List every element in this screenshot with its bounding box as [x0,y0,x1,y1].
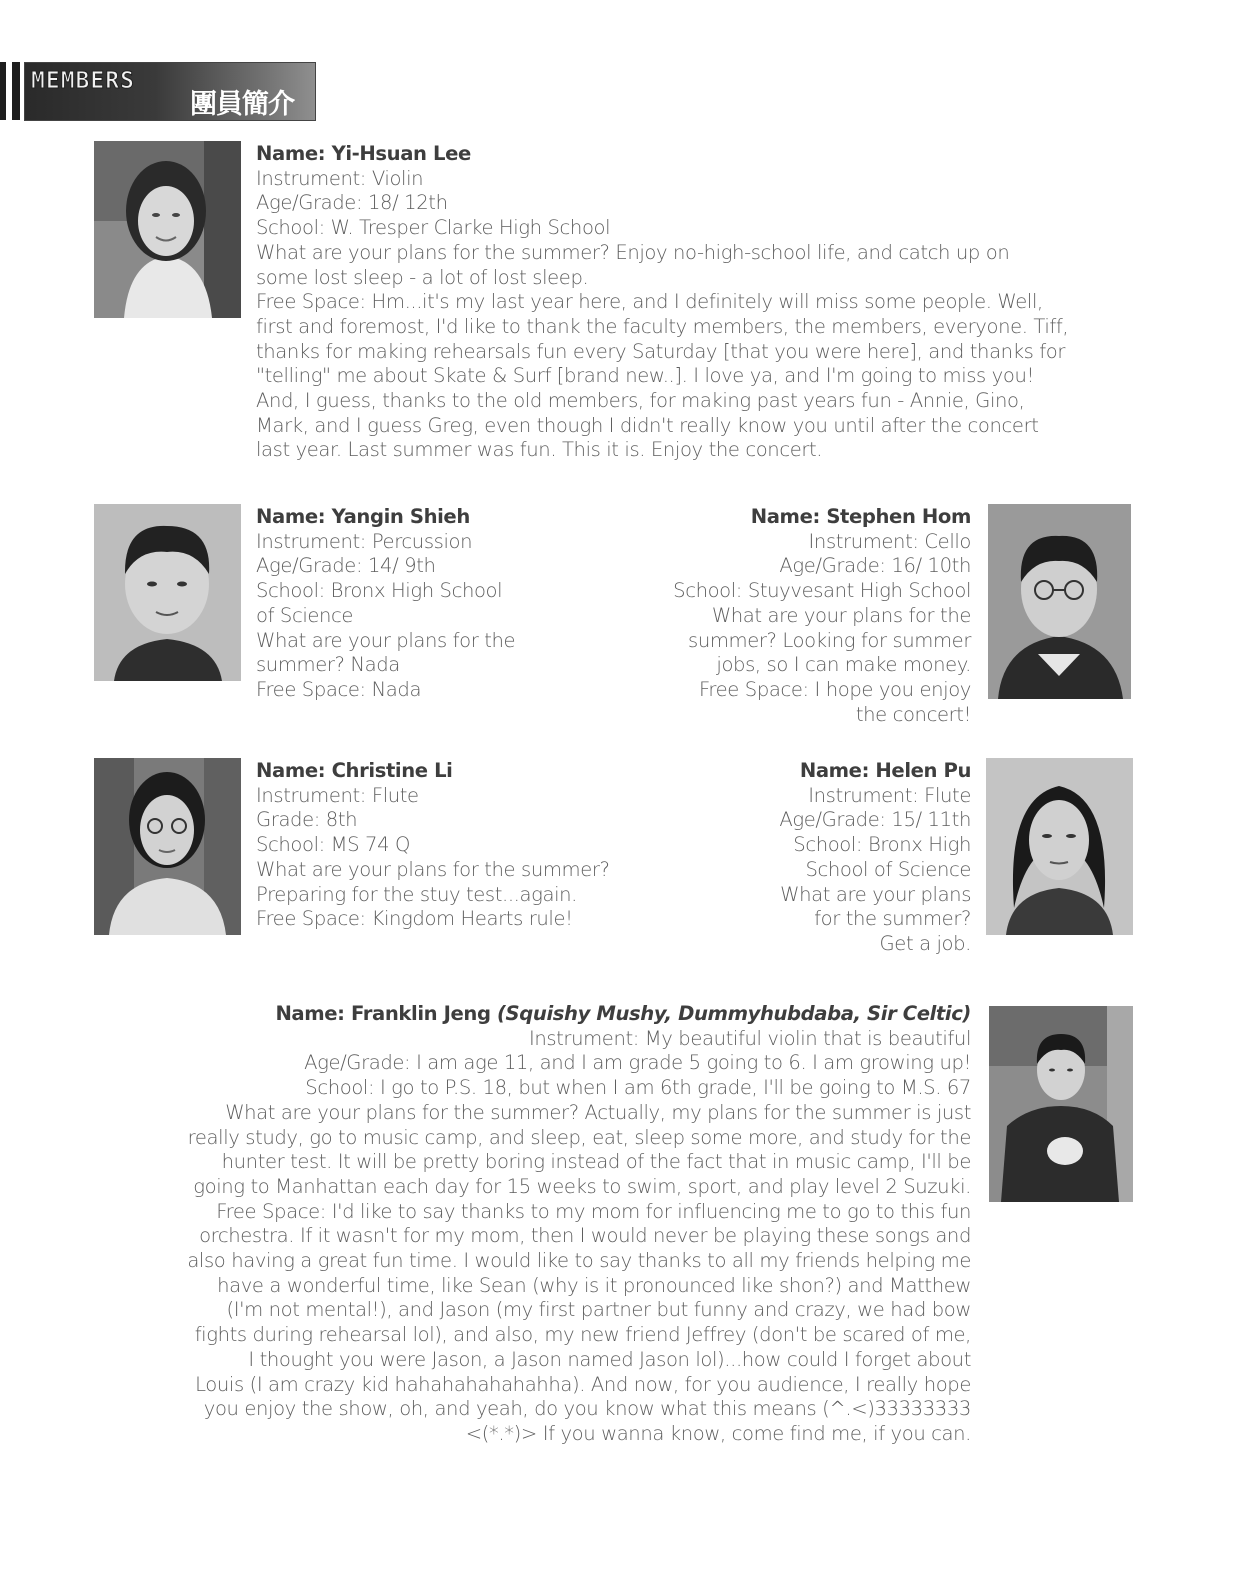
member-line: Free Space: I hope you enjoy [698,677,971,701]
member-line: And, I guess, thanks to the old members, for making past years fun - Annie, Gino, [256,389,1025,413]
member-line: Preparing for the stuy test...again. [256,882,577,906]
member-line: Free Space: Hm...it's my last year here, and I definitely will miss some people. Well, [256,290,1043,314]
member-line: Free Space: Nada [256,677,422,701]
member-franklin-jeng [80,1002,971,1447]
member-line: Age/Grade: 16/ 10th [779,554,971,578]
header-stripe-left [0,62,6,120]
member-line: going to Manhattan each day for 15 weeks to swim, sport, and play level 2 Suzuki. [193,1174,971,1198]
member-line: School: Bronx High School [256,579,503,603]
member-line: Age/Grade: I am age 11, and I am grade 5 going to 6. I am growing up! [304,1051,971,1075]
member-line: (I'm not mental!), and Jason (my first partner but funny and crazy, we had bow [226,1298,971,1322]
member-line: Instrument: Violin [256,166,424,190]
member-line: School: W. Tresper Clarke High School [256,216,611,240]
member-line: Age/Grade: 14/ 9th [256,554,436,578]
member-line: of Science [256,603,354,627]
photo-franklin-jeng [989,1006,1133,1202]
member-line: School: Bronx High [793,833,971,857]
member-name: Name: Helen Pu [799,759,971,782]
member-line: jobs, so I can make money. [716,653,971,677]
member-helen-pu [700,759,971,957]
member-line: summer? Nada [256,653,400,677]
member-yangin-shieh [256,505,636,703]
member-line: Instrument: Flute [808,783,971,807]
member-line: What are your plans for the summer? [256,857,610,881]
member-line: Louis (I am crazy kid hahahahahahahha). And now, for you audience, I really hope [195,1372,971,1396]
member-line: have a wonderful time, like Sean (why is it pronounced like shon?) and Matthew [217,1273,971,1297]
member-line: Instrument: Cello [808,529,971,553]
member-line: What are your plans for the summer? Actually, my plans for the summer is just [225,1100,971,1124]
member-line: some lost sleep - a lot of lost sleep. [256,265,589,289]
member-line: Age/Grade: 15/ 11th [779,808,971,832]
member-line: What are your plans for the summer? Enjoy no-high-school life, and catch up on [256,240,1010,264]
photo-yi-hsuan-lee [94,141,241,318]
member-line: for the summer? [814,907,971,931]
member-name: Name: Franklin Jeng [275,1002,491,1025]
member-line: fights during rehearsal lol), and also, my new friend Jeffrey (don't be scared of me, [194,1323,971,1347]
member-line: really study, go to music camp, and sleep, eat, sleep some more, and study for the [187,1125,971,1149]
member-name: Name: Yangin Shieh [256,505,470,528]
member-line: summer? Looking for summer [688,628,971,652]
member-line: first and foremost, I'd like to thank the faculty members, the members, everyone. Tiff, [256,314,1069,338]
member-line: What are your plans for the [711,603,971,627]
member-line: School: I go to P.S. 18, but when I am 6th grade, I'll be going to M.S. 67 [305,1076,971,1100]
photo-stephen-hom [988,504,1131,699]
member-line: School of Science [805,857,971,881]
member-name: Name: Yi-Hsuan Lee [256,142,471,165]
member-line: School: Stuyvesant High School [673,579,971,603]
member-line: Instrument: My beautiful violin that is beautiful [528,1026,971,1050]
member-line: Instrument: Percussion [256,529,473,553]
member-line: "telling" me about Skate & Surf [brand new..]. I love ya, and I'm going to miss you! [256,364,1034,388]
member-line: Free Space: Kingdom Hearts rule! [256,907,573,931]
member-line: thanks for making rehearsals fun every Saturday [that you were here], and thanks for [256,339,1066,363]
header-title-zh: 團員簡介 [190,89,294,120]
photo-christine-li [94,758,241,935]
member-line: also having a great fun time. I would like to say thanks to all my friends helping me [187,1249,971,1273]
photo-helen-pu [986,758,1133,935]
member-alias: (Squishy Mushy, Dummyhubdaba, Sir Celtic) [497,1002,971,1025]
member-name: Name: Christine Li [256,759,453,782]
member-line: hunter test. It will be pretty boring instead of the fact that in music camp, I'll be [221,1150,971,1174]
photo-yangin-shieh [94,504,241,681]
member-line: Free Space: I'd like to say thanks to my mom for influencing me to go to this fun [216,1199,971,1223]
member-yi-hsuan-lee [256,142,1156,463]
member-line: What are your plans for the [256,628,516,652]
member-line: What are your plans [780,882,971,906]
member-line: the concert! [855,702,971,726]
member-line: School: MS 74 Q [256,833,411,857]
member-line: orchestra. If it wasn't for my mom, then I would never be playing these songs and [199,1224,971,1248]
member-stephen-hom [600,505,971,727]
member-line: Get a job. [879,931,971,955]
member-line: Mark, and I guess Greg, even though I didn't really know you until after the concert [256,413,1039,437]
header-stripe-right [12,62,20,120]
member-line: Grade: 8th [256,808,358,832]
member-line: <(*.*)> If you wanna know, come find me, if you can. [465,1421,971,1445]
member-line: Age/Grade: 18/ 12th [256,191,448,215]
member-name-row [80,1002,971,1027]
member-line: I thought you were Jason, a Jason named Jason lol)...how could I forget about [248,1347,971,1371]
member-name: Name: Stephen Hom [750,505,971,528]
member-line: you enjoy the show, oh, and yeah, do you know what this means (^.<)33333333 [203,1397,971,1421]
member-line: last year. Last summer was fun. This it is. Enjoy the concert. [256,438,823,462]
member-christine-li [256,759,676,932]
header-title-en: MEMBERS [31,68,135,94]
member-line: Instrument: Flute [256,783,419,807]
